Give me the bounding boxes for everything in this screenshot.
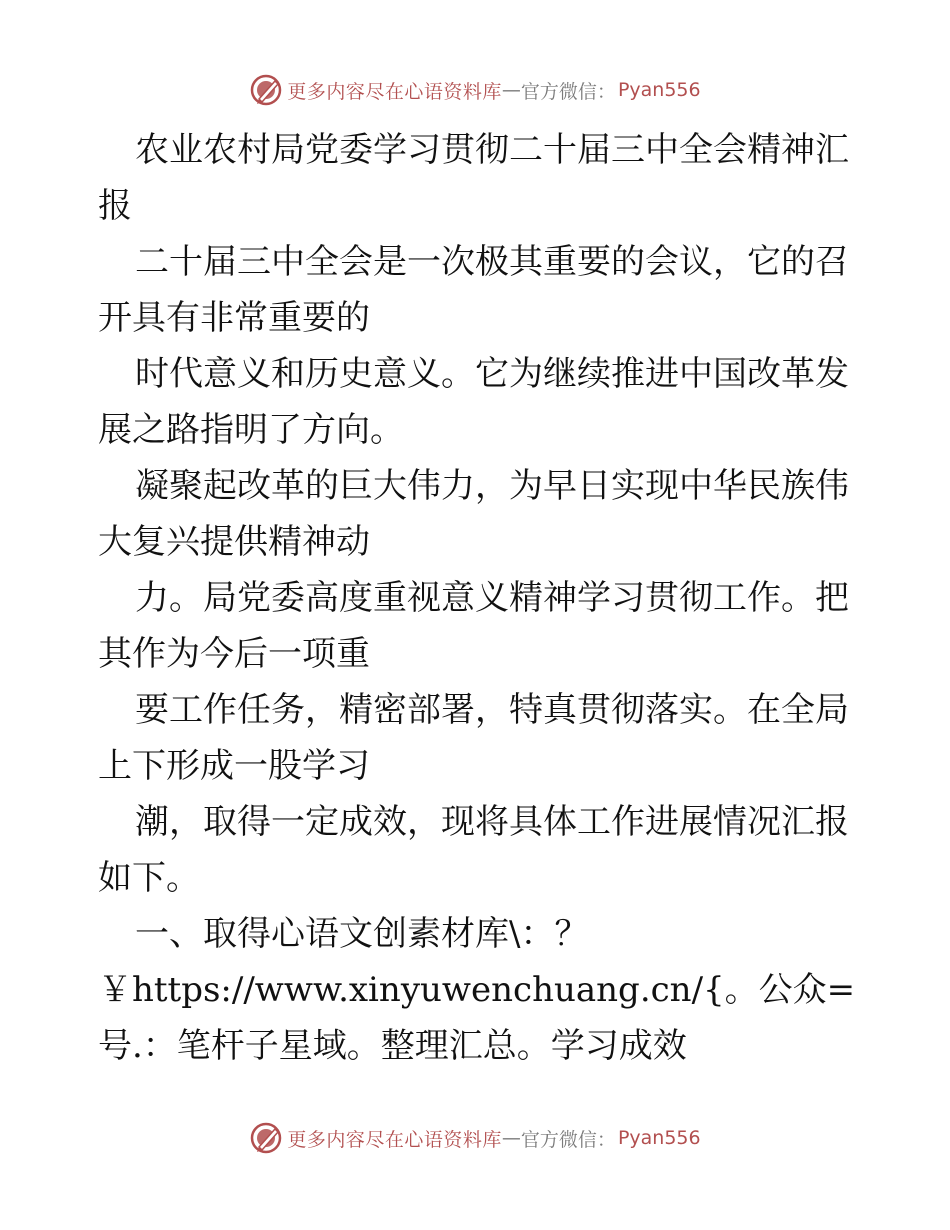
pen-seal-logo-icon — [249, 1121, 283, 1155]
section-heading-paragraph: 一、取得心语文创素材库\：？￥https://www.xinyuwenchuang.cn/{。公众=号.：笔杆子星域。整理汇总。学习成效 — [98, 914, 856, 1066]
paragraph: 凝聚起改革的巨大伟力，为早日实现中华民族伟大复兴提供精神动 — [98, 466, 849, 562]
banner-wechat-id: Pyan556 — [617, 79, 701, 101]
header-banner — [0, 72, 950, 108]
banner-separator: — — [501, 1127, 521, 1149]
document-title: 农业农村局党委学习贯彻二十届三中全会精神汇报 — [98, 130, 849, 226]
paragraph: 时代意义和历史意义。它为继续推进中国改革发展之路指明了方向。 — [98, 354, 849, 450]
paragraph: 二十届三中全会是一次极其重要的会议，它的召开具有非常重要的 — [98, 242, 849, 338]
banner-wechat-label: 官方微信： — [520, 1128, 616, 1151]
paragraph: 潮，取得一定成效，现将具体工作进展情况汇报如下。 — [98, 802, 849, 898]
banner-separator: — — [501, 79, 521, 101]
footer-banner — [0, 1120, 950, 1156]
paragraph: 要工作任务，精密部署，特真贯彻落实。在全局上下形成一股学习 — [98, 690, 849, 786]
paragraph: 力。局党委高度重视意义精神学习贯彻工作。把其作为今后一项重 — [98, 578, 849, 674]
banner-wechat-id: Pyan556 — [617, 1127, 701, 1149]
banner-text: 更多内容尽在心语资料库 — [287, 80, 502, 103]
pen-seal-logo-icon — [249, 73, 283, 107]
banner-wechat-label: 官方微信： — [520, 80, 616, 103]
banner-text: 更多内容尽在心语资料库 — [287, 1128, 502, 1151]
document-body — [98, 122, 858, 1074]
